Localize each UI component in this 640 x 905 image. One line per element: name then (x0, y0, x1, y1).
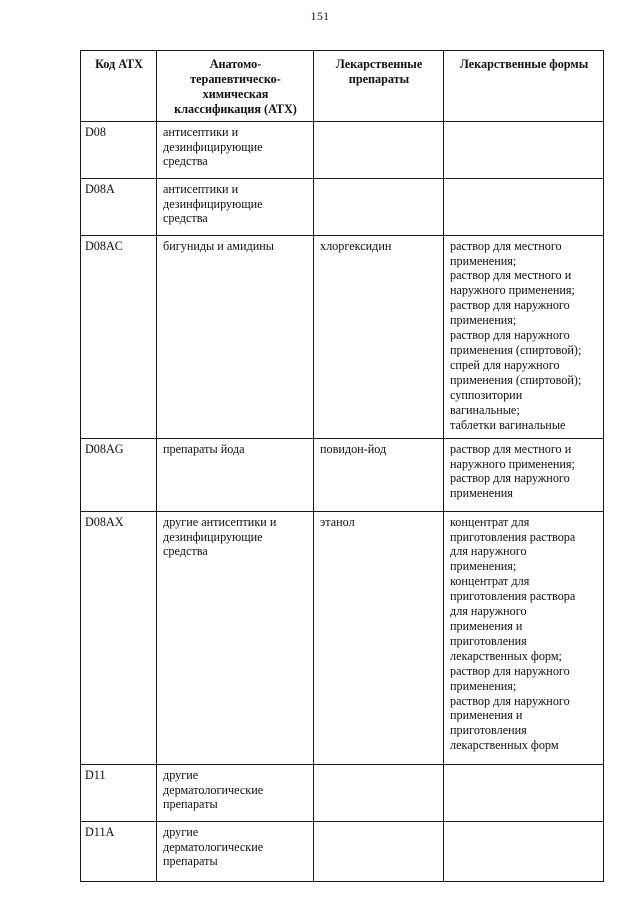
text-line: средства (163, 154, 208, 169)
header-forms: Лекарственные формы (444, 51, 604, 122)
header-drugs-lines (320, 57, 438, 87)
text-line: раствор для наружного (450, 663, 570, 678)
text-line: раствор для наружного (450, 693, 570, 708)
cell-forms (444, 438, 604, 511)
text-line: раствор для наружного (450, 298, 570, 313)
cell-drugs (314, 178, 444, 235)
text-line: дезинфицирующие (163, 196, 263, 211)
text-line: средства (163, 211, 208, 226)
cell-classification-lines (163, 825, 308, 870)
page-number: 151 (310, 9, 330, 23)
text-line: дезинфицирующие (163, 529, 263, 544)
table-row (81, 821, 604, 881)
cell-code: D08AX (81, 511, 157, 764)
text-line: применения и (450, 618, 523, 633)
text-line: применения и (450, 708, 523, 723)
cell-drugs (314, 821, 444, 881)
text-line: приготовления раствора (450, 589, 576, 604)
cell-classification-lines (163, 125, 308, 170)
header-drugs (314, 51, 444, 122)
text-line: антисептики и (163, 181, 239, 196)
header-classification (157, 51, 314, 122)
text-line: раствор для местного и (450, 268, 572, 283)
cell-classification-lines (163, 515, 308, 560)
text-line: препараты (163, 797, 218, 812)
cell-classification (157, 821, 314, 881)
text-line: дезинфицирующие (163, 139, 263, 154)
text-line: вагинальные; (450, 402, 520, 417)
cell-forms-lines (450, 515, 598, 754)
table-body (81, 121, 604, 881)
text-line: лекарственных форм; (450, 648, 562, 663)
text-line: раствор для местного и (450, 441, 572, 456)
cell-forms (444, 821, 604, 881)
header-classification-lines (163, 57, 308, 117)
cell-forms (444, 764, 604, 821)
cell-drugs (314, 764, 444, 821)
cell-forms-lines (450, 442, 598, 502)
text-line: концентрат для (450, 514, 530, 529)
text-line: таблетки вагинальные (450, 417, 566, 432)
cell-classification-lines (163, 239, 308, 254)
cell-classification (157, 235, 314, 438)
cell-classification (157, 438, 314, 511)
text-line: дерматологические (163, 782, 264, 797)
text-line: спрей для наружного (450, 357, 560, 372)
text-line: Лекарственные (335, 57, 423, 71)
text-line: дерматологические (163, 839, 264, 854)
cell-forms-lines (450, 239, 598, 433)
cell-drugs-lines (320, 442, 438, 457)
text-line: другие антисептики и (163, 514, 277, 529)
cell-code: D08A (81, 178, 157, 235)
text-line: приготовления (450, 723, 527, 738)
cell-forms (444, 235, 604, 438)
text-line: применения; (450, 313, 517, 328)
cell-drugs (314, 511, 444, 764)
text-line: применения (450, 486, 513, 501)
text-line: применения; (450, 559, 517, 574)
text-line: наружного применения; (450, 456, 575, 471)
text-line: приготовления (450, 633, 527, 648)
text-line: применения; (450, 678, 517, 693)
text-line: химическая (202, 86, 269, 101)
text-line: Анатомо- (209, 57, 262, 71)
cell-forms (444, 178, 604, 235)
cell-code: D08 (81, 121, 157, 178)
text-line: антисептики и (163, 124, 239, 139)
cell-drugs (314, 235, 444, 438)
table-row (81, 121, 604, 178)
cell-classification (157, 178, 314, 235)
cell-classification-lines (163, 182, 308, 227)
text-line: другие (163, 767, 199, 782)
table-row (81, 511, 604, 764)
cell-drugs-lines (320, 239, 438, 254)
text-line: для наружного (450, 604, 527, 619)
text-line: лекарственных форм (450, 738, 559, 753)
text-line: бигуниды и амидины (163, 238, 274, 253)
table-row (81, 764, 604, 821)
cell-code: D08AG (81, 438, 157, 511)
cell-classification-lines (163, 442, 308, 457)
text-line: препараты йода (163, 441, 245, 456)
text-line: раствор для наружного (450, 471, 570, 486)
text-line: приготовления раствора (450, 529, 576, 544)
cell-drugs (314, 121, 444, 178)
text-line: для наружного (450, 544, 527, 559)
table-header-row (81, 51, 604, 122)
text-line: классификация (АТХ) (174, 101, 297, 116)
cell-forms (444, 511, 604, 764)
text-line: применения; (450, 253, 517, 268)
text-line: раствор для наружного (450, 328, 570, 343)
table-row (81, 178, 604, 235)
text-line: суппозитории (450, 387, 523, 402)
text-line: раствор для местного (450, 238, 562, 253)
cell-drugs-lines (320, 515, 438, 530)
table-row (81, 438, 604, 511)
text-line: повидон-йод (320, 441, 387, 456)
text-line: средства (163, 544, 208, 559)
cell-forms (444, 121, 604, 178)
table-row (81, 235, 604, 438)
text-line: применения (спиртовой); (450, 372, 582, 387)
text-line: хлоргексидин (320, 238, 392, 253)
text-line: препараты (348, 71, 410, 86)
cell-code: D11A (81, 821, 157, 881)
text-line: наружного применения; (450, 283, 575, 298)
cell-classification-lines (163, 768, 308, 813)
text-line: концентрат для (450, 574, 530, 589)
text-line: другие (163, 824, 199, 839)
cell-classification (157, 511, 314, 764)
cell-classification (157, 764, 314, 821)
atx-drug-table (80, 50, 604, 882)
text-line: применения (спиртовой); (450, 342, 582, 357)
text-line: терапевтическо- (190, 71, 281, 86)
text-line: препараты (163, 854, 218, 869)
cell-code: D11 (81, 764, 157, 821)
cell-drugs (314, 438, 444, 511)
text-line: этанол (320, 514, 355, 529)
cell-code: D08AC (81, 235, 157, 438)
cell-classification (157, 121, 314, 178)
header-code: Код АТХ (81, 51, 157, 122)
